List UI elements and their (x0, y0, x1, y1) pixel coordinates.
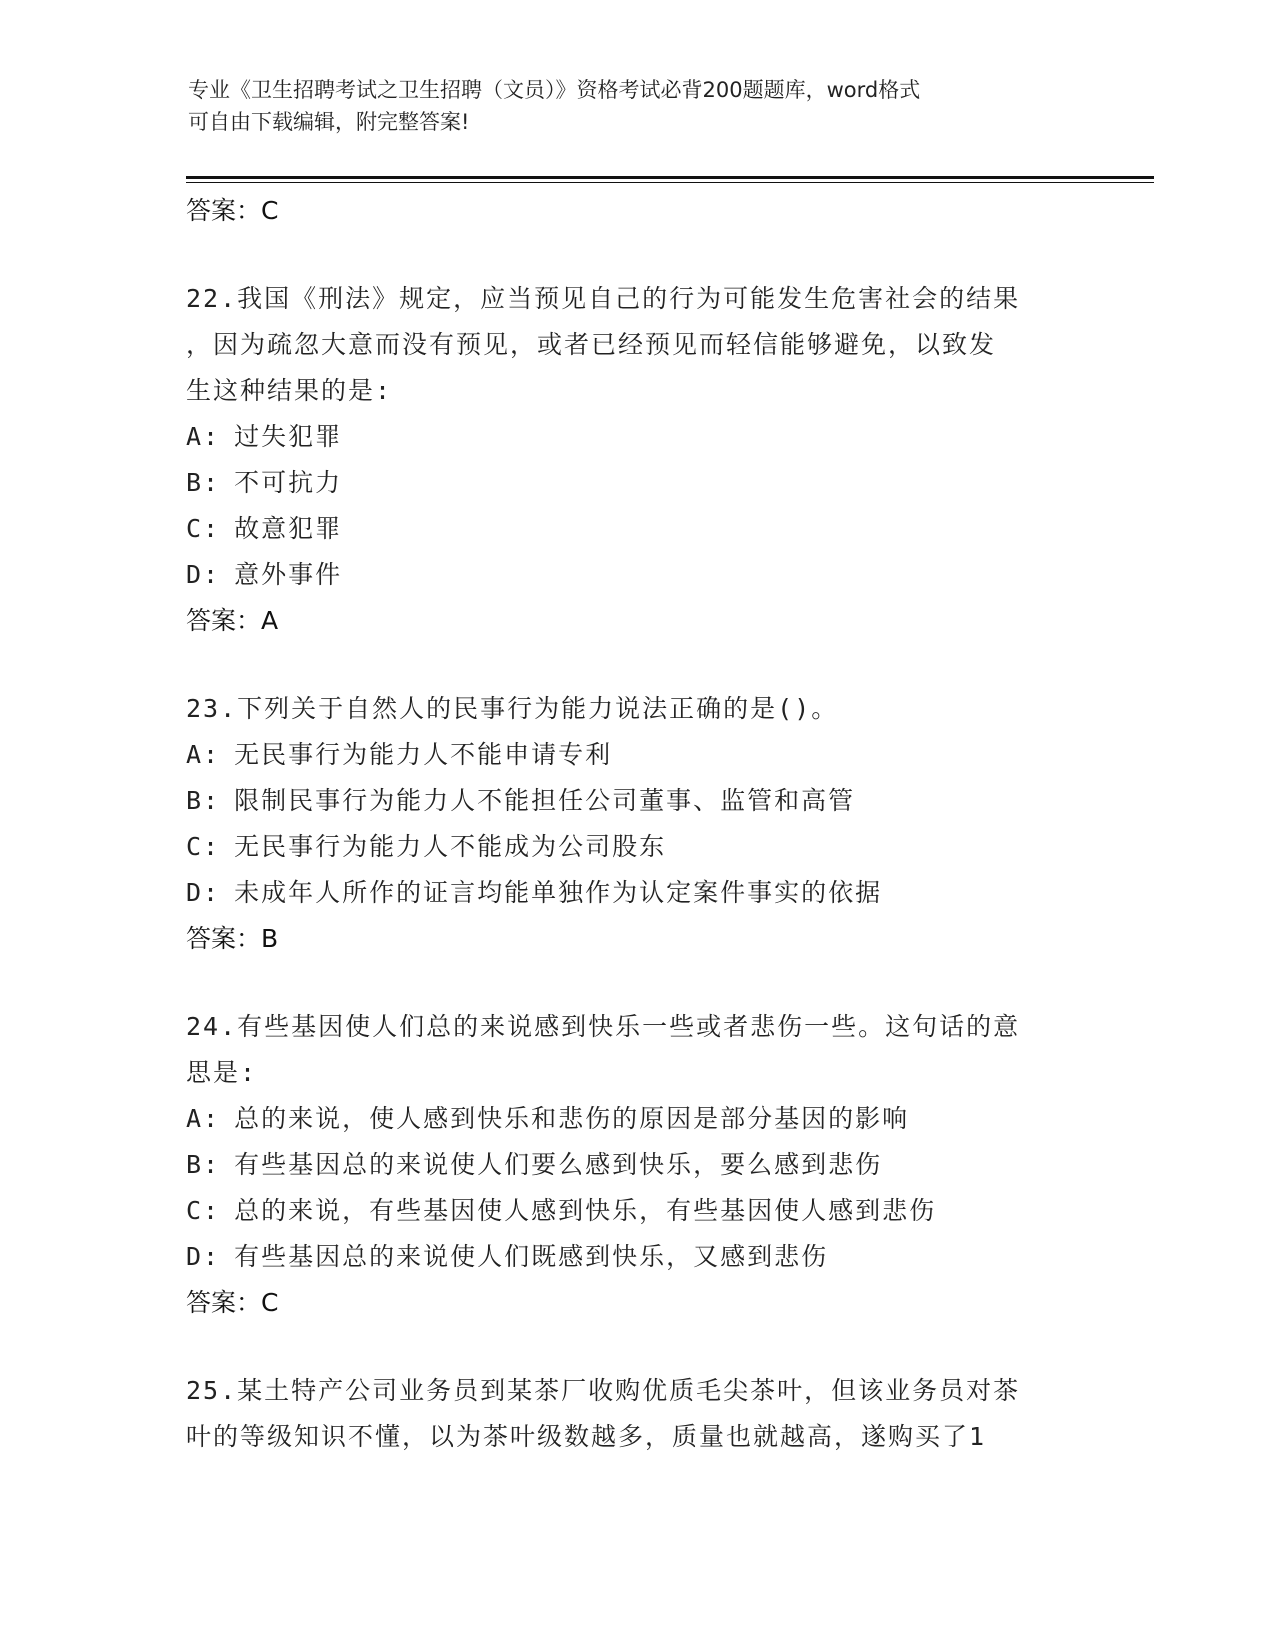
option-label: D: (186, 560, 221, 589)
question-25 (186, 1368, 1086, 1460)
question-text-line: 25.某土特产公司业务员到某茶厂收购优质毛尖茶叶，但该业务员对茶 (186, 1376, 1021, 1405)
previous-answer: 答案：C (186, 196, 279, 225)
option-b (186, 460, 1086, 506)
option-label: B: (186, 786, 221, 815)
answer-24: 答案：C (186, 1288, 279, 1317)
option-text: 限制民事行为能力人不能担任公司董事、监管和高管 (234, 786, 856, 815)
question-text-line: ，因为疏忽大意而没有预见，或者已经预见而轻信能够避免，以致发 (186, 330, 997, 359)
option-b (186, 1142, 1086, 1188)
option-label: A: (186, 422, 221, 451)
header-title-line-1: 专业《卫生招聘考试之卫生招聘（文员）》资格考试必背200题题库，word格式 (188, 78, 921, 102)
question-text-line: 23.下列关于自然人的民事行为能力说法正确的是()。 (186, 694, 839, 723)
option-c (186, 1188, 1086, 1234)
option-text: 过失犯罪 (234, 422, 343, 451)
header-rule-thick (186, 176, 1154, 179)
question-list (186, 188, 1086, 1460)
page-header (188, 74, 1068, 138)
option-text: 无民事行为能力人不能成为公司股东 (234, 832, 667, 861)
option-d (186, 870, 1086, 916)
question-24 (186, 1004, 1086, 1326)
option-text: 未成年人所作的证言均能单独作为认定案件事实的依据 (234, 878, 883, 907)
answer-22: 答案：A (186, 606, 279, 635)
option-c (186, 506, 1086, 552)
option-label: B: (186, 468, 221, 497)
option-text: 有些基因总的来说使人们要么感到快乐，要么感到悲伤 (234, 1150, 883, 1179)
option-text: 意外事件 (234, 560, 343, 589)
question-text-line: 生这种结果的是: (186, 376, 393, 405)
header-rule-thin (186, 182, 1154, 183)
question-text-line: 思是: (186, 1058, 258, 1087)
option-text: 总的来说，使人感到快乐和悲伤的原因是部分基因的影响 (234, 1104, 910, 1133)
option-a (186, 1096, 1086, 1142)
option-text: 总的来说，有些基因使人感到快乐，有些基因使人感到悲伤 (234, 1196, 937, 1225)
option-label: D: (186, 878, 221, 907)
question-text-line: 24.有些基因使人们总的来说感到快乐一些或者悲伤一些。这句话的意 (186, 1012, 1021, 1041)
question-22 (186, 276, 1086, 644)
option-text: 故意犯罪 (234, 514, 343, 543)
answer-23: 答案：B (186, 924, 279, 953)
option-a (186, 414, 1086, 460)
option-label: A: (186, 1104, 221, 1133)
option-a (186, 732, 1086, 778)
option-label: C: (186, 1196, 221, 1225)
option-label: A: (186, 740, 221, 769)
option-text: 有些基因总的来说使人们既感到快乐，又感到悲伤 (234, 1242, 829, 1271)
option-c (186, 824, 1086, 870)
question-text-line: 22.我国《刑法》规定，应当预见自己的行为可能发生危害社会的结果 (186, 284, 1021, 313)
option-label: C: (186, 832, 221, 861)
option-text: 无民事行为能力人不能申请专利 (234, 740, 613, 769)
header-title-line-2: 可自由下载编辑，附完整答案! (188, 110, 470, 134)
option-d (186, 1234, 1086, 1280)
option-text: 不可抗力 (234, 468, 343, 497)
option-b (186, 778, 1086, 824)
option-label: B: (186, 1150, 221, 1179)
option-label: D: (186, 1242, 221, 1271)
question-text-line: 叶的等级知识不懂，以为茶叶级数越多，质量也就越高，遂购买了1 (186, 1422, 987, 1451)
option-d (186, 552, 1086, 598)
option-label: C: (186, 514, 221, 543)
question-23 (186, 686, 1086, 962)
